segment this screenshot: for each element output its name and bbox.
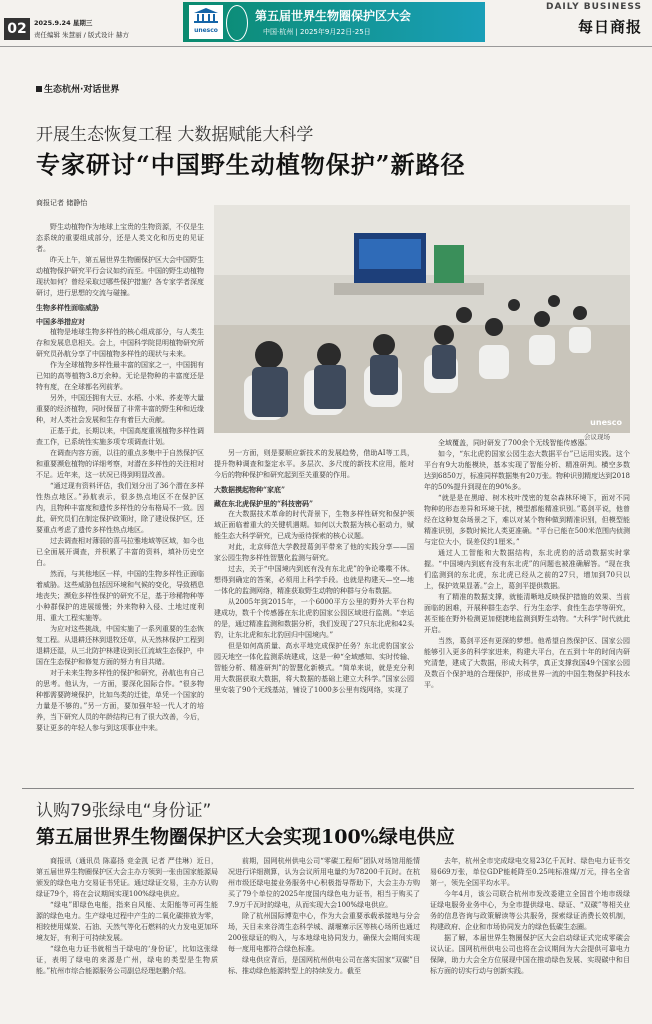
paragraph: 野生动植物作为地球上宝贵的生物资源，不仅是生态系统的重要组成部分，还是人类文化和历史的见证者。 (36, 223, 204, 253)
issue-date: 2025.9.24 星期三 (34, 19, 93, 27)
brand-chinese: 每日商报 (577, 18, 642, 36)
subheading: 大数据摸起物种“家底” (214, 485, 286, 494)
article2-column-1 (36, 856, 218, 1022)
subheading: 生物多样性面临威胁 (36, 303, 99, 312)
paragraph: 对于未来生物多样性的保护和研究，孙航也有自己的思考。他认为，一方面，要深化国际合作。“很多物种都需要跨境保护，比如鸟类的迁徙，单凭一个国家的力量是不够的。”另一方面，要加强年轻一代人才的培养，当下研究人员的年龄结构已有了很大改善，今后，要让更多的年轻人参与到这项事业中来。 (36, 669, 204, 732)
article2-column-3 (430, 856, 630, 1022)
article1-byline: 商报记者 储静怡 (36, 199, 88, 207)
paragraph: 据了解，本届世界生物圈保护区大会启动绿证式完成零碳会议认证。国网杭州供电公司也将在会议期间为大会提供可靠电力保障，助力大会全方位展现中国在推动绿色发展、实现碳中和目标方面的切实行动与创新实践。 (430, 934, 630, 975)
paragraph: 当然，葛剑平还有更深的梦想。他希望自然保护区、国家公园能够引入更多的科学家进来，构建大平台，在五到十年的时间内研究清楚，建成了大数据，形成大科学，真正支撑我国49个国家公园及数百个保护地的合理保护，形成世界一流的中国生物保护科技水平。 (424, 637, 630, 689)
paragraph: 过去，关于“中国境内到底有没有东北虎”的争论喋喋不休。想得到确定的答案，必须用上科学手段。也就是构建天—空—地一体化的监测网络，精准获取野生动物的种群与分布数据。 (214, 565, 414, 595)
article2-headline: 第五届世界生物圈保护区大会实现100%绿电供应 (36, 826, 455, 848)
paragraph: 另外，中国还拥有大豆、水稻、小米、荞麦等大量重要的经济植物，同时保留了非常丰富的野生种和近缘种，对人类社会发展和生存有着巨大贡献。 (36, 394, 204, 424)
paragraph: 今年4月，该公司联合杭州市发改委建立全国首个地市级绿证绿电服务业务中心，为全市提供绿电、绿证、“双碳”等相关业务的信息咨询与政策解读等公共服务，探索绿证消费长效机制，构建政府、企业和市场协同发力的绿色低碳生态圈。 (430, 890, 630, 931)
article1-subtitle: 开展生态恢复工程 大数据赋能大科学 (36, 125, 314, 145)
masthead-rule (0, 46, 652, 47)
unesco-text: unesco (194, 27, 218, 34)
paragraph: 全域覆盖，同时研发了700余个无线智能传感器。 (438, 439, 592, 447)
square-bullet-icon (36, 86, 42, 92)
paragraph: 除了杭州国际博览中心，作为大会重要承载承接地与分会场，天目未来谷湾生态科学城、湖堰寨示区等核心场所也通过200张绿证的购入，与本地绿电协同发力，确保大会期间实现每一度用电都符合绿色标准。 (228, 912, 420, 953)
paragraph: 对此，北京师范大学教授葛剑平带来了他的实践分享——国家公园生物多样性智慧化监测与研究。 (214, 543, 414, 562)
paragraph: 去年，杭州全市完成绿电交易23亿千瓦时、绿色电力证书交易669万张，单位GDP能耗降至0.25吨标准煤/万元，排名全省第一，领先全国平均水平。 (430, 857, 630, 887)
paragraph: 在调查内容方面，以往的重点多集中于自然保护区和重要濒危植物的详细考察，对潜在多样性的关注相对不足。近年来，这一状况已得到明显改善。 (36, 449, 204, 479)
unesco-logo (189, 5, 223, 39)
conference-hall-illustration (214, 205, 630, 433)
paragraph: 另一方面，则是要顺应新技术的发展趋势，借助AI等工具，提升物种调查和鉴定水平。多层次、多尺度的新技术应用，能对今后的物种保护和研究起到至关重要的作用。 (214, 449, 414, 479)
banner-subtitle: 中国·杭州 | 2025年9月22日-25日 (263, 28, 371, 36)
banner-title: 第五届世界生物圈保护区大会 (255, 9, 412, 23)
paragraph: 有了精准的数据支撑，就能清晰地反映保护措施的效果、当前面临的困难，开展种群生态学、行为生态学、食性生态学等研究，甚至能在野外检测更加便捷地监测到野生动物。“大科学”时代就此开启。 (424, 593, 630, 634)
biosphere-icon (226, 5, 248, 41)
article1-column-1 (36, 222, 204, 782)
editor-credits: 责任编辑 朱慧丽 / 版式设计 赫方 (34, 31, 129, 39)
paragraph: “通过现有资料评估，我们划分出了36个潜在多样性热点地区。”孙航表示，很多热点地区不在保护区内，且物种丰富度和遗传多样性的分布格局不一致。因此，研究员们在制定保护政策时，除了建设保护区，还要重点考虑了遗传多样性热点地区。 (36, 482, 204, 534)
paragraph: “绿电”即绿色电能，指来自风能、太阳能等可再生能源的绿色电力。生产绿电过程中产生的二氧化碳排放为零，相较使用煤炭、石油、天然气等化石燃料的火力发电更加环境友好，有利于可持续发展。 (36, 901, 218, 942)
section-label-text: 生态杭州·对话世界 (44, 85, 120, 95)
paragraph: “就是是在黑暗、树木枝叶茂密的复杂森林环境下，面对不同物种的形态差异和环境干扰，模型都能精准识别。”葛剑平说，他曾经在这种复杂场景之下，难以对某个物种做到精准识别，但模型能精准识别，多数时候比人类更准确。“平台已能在500米范围内侦测与定位大小，误差仅约1厘米。” (424, 494, 630, 546)
temple-icon (189, 5, 223, 25)
paragraph: 绿电供应背后，是国网杭州供电公司在落实国家“双碳”目标、推动绿色能源转型上的持续发力。截至 (228, 956, 420, 975)
paragraph: 通过人工智能和大数据结构，东北虎豹的活动数据实时掌握。“中国境内到底有没有东北虎”的问题也被准确解答。“现在我们监测到的东北虎，东北虎已经从之前的27只，增加到70只以上，保护效果显著。”会上，葛剑平提供数据。 (424, 549, 630, 590)
photo-caption: 会议现场 (584, 433, 610, 441)
photo-logo: unesco (590, 418, 622, 427)
paragraph: 前期，国网杭州供电公司“零碳工程师”团队对场馆用能情况进行详细测算，认为会议所用电量约为78200千瓦时。在杭州市级还绿电接业务服务中心积极指导帮助下，大会主办方购买了79个单位的2025年度国内绿色电力证书，相当于购买了7.9万千瓦时的绿电，从而实现大会100%绿电供应。 (228, 857, 420, 909)
paragraph: 作为全球植物多样性最丰富的国家之一，中国拥有已知的高等植物3.8万余种。无论是物种的丰富度还是特有度，在全球都名列前茅。 (36, 361, 204, 391)
page-number: 02 (4, 18, 30, 40)
section-label (36, 82, 119, 95)
conference-photo (214, 205, 630, 433)
paragraph: 从2005年到2015年，一个6000平方公里的野外大平台构建成功，数千个传感器在东北虎豹国家公园区域进行监测。“幸运的是，通过精准监测和数据分析，我们发现了27只东北虎和42头豹，让东北虎和东北豹回归中国境内。” (214, 598, 414, 639)
paragraph: 商报讯（通讯员 陈嘉扬 竞金凯 记者 严佳琳）近日，第五届世界生物圈保护区大会主办方领到一张由国家能源局颁发的绿色电力交易证书凭证。通过绿证交易，主办方认购绿证79个，将在会议期间实现100%绿电供应。 (36, 857, 218, 898)
paragraph: 正基于此，长期以来，中国高度重视植物多样性调查工作，已系统性实施多项专项调查计划。 (36, 427, 204, 446)
paragraph: 为应对这些挑战，中国实施了一系列重要的生态恢复工程。从退耕还林到退牧还草，从天然林保护工程到退耕还湿，从三北防护林建设到长江流域生态保护，中国在生态保护和修复方面的努力有目共睹。 (36, 625, 204, 666)
subheading: 藏在东北虎保护里的“科技密码” (214, 499, 314, 508)
article2-subtitle: 认购79张绿电“身份证” (36, 801, 212, 821)
paragraph: 然而，与其他地区一样，中国的生物多样性正面临着威胁。这些威胁包括因环境和气候的变化，导致栖息地丧失；濒危多样性保护的研究不足，基于珍稀物种等小种群保护的进展缓慢；外来物种入侵、土地过度利用、重大工程实施等。 (36, 570, 204, 622)
paragraph: 植物是地球生物多样性的核心组成部分，与人类生存和发展息息相关。会上，中国科学院昆明植物研究所研究员孙航分享了中国植物多样性的现状与未来。 (36, 328, 204, 358)
article-divider (22, 788, 634, 789)
subheading: 中国多举措应对 (36, 317, 85, 326)
article1-headline: 专家研讨“中国野生动植物保护”新路径 (36, 150, 466, 179)
paragraph: 在大数据技术革命的时代背景下，生物多样性研究和保护领域正面临着重大的关键机遇期。如何以大数据为核心驱动力，赋能生态大科学研究，已成为亟待探索的核心议题。 (214, 510, 414, 540)
conference-banner (183, 2, 485, 42)
paragraph: 如今，“东北虎豹国家公园生态大数据平台”已运用实践。这个平台有9大功能模块，基本实现了智能分析、精准研判。横空多数达到6850万，标准同样数据集有20万张。物种识别精度达到2018年的50%提升到现在的90%多。 (424, 450, 630, 491)
article1-column-2 (214, 448, 414, 782)
paragraph: 但是如何高质量、高水平地完成保护任务？东北虎豹国家公园天地空一体化监测系统建成，这是一种“全域感知、实时传输、智能分析、精准研判”的智慧化新模式。“简单来说，就是充分利用大数据获取大数据，将大数据的基础上建立大科学。”国家公园里安装了90个无线基站，铺设了1000多公里有线网络，实现了 (214, 642, 414, 694)
brand-english: DAILY BUSINESS (545, 2, 642, 12)
article1-column-3 (424, 438, 630, 782)
article2-column-2 (228, 856, 420, 1022)
paragraph: 昨天上午，第五届世界生物圈保护区大会中国野生动植物保护研究平行会议如约而至。中国的野生动植物现状如何？曾经采取过哪些保护措施？各专家学者深度研讨，进行思想的交流与碰撞。 (36, 256, 204, 297)
paragraph: “绿色电力证书就相当于绿电的‘身份证’，比如这张绿证，表明了绿电的来源是广州，绿电的类型是生物质能。”杭州市综合能源服务公司副总经理赵鹏介绍。 (36, 945, 218, 975)
paragraph: 过去调查相对薄弱的喜马拉雅地域等区域，如今也已全面展开调查，并积累了丰富的资料，填补历史空白。 (36, 537, 204, 567)
